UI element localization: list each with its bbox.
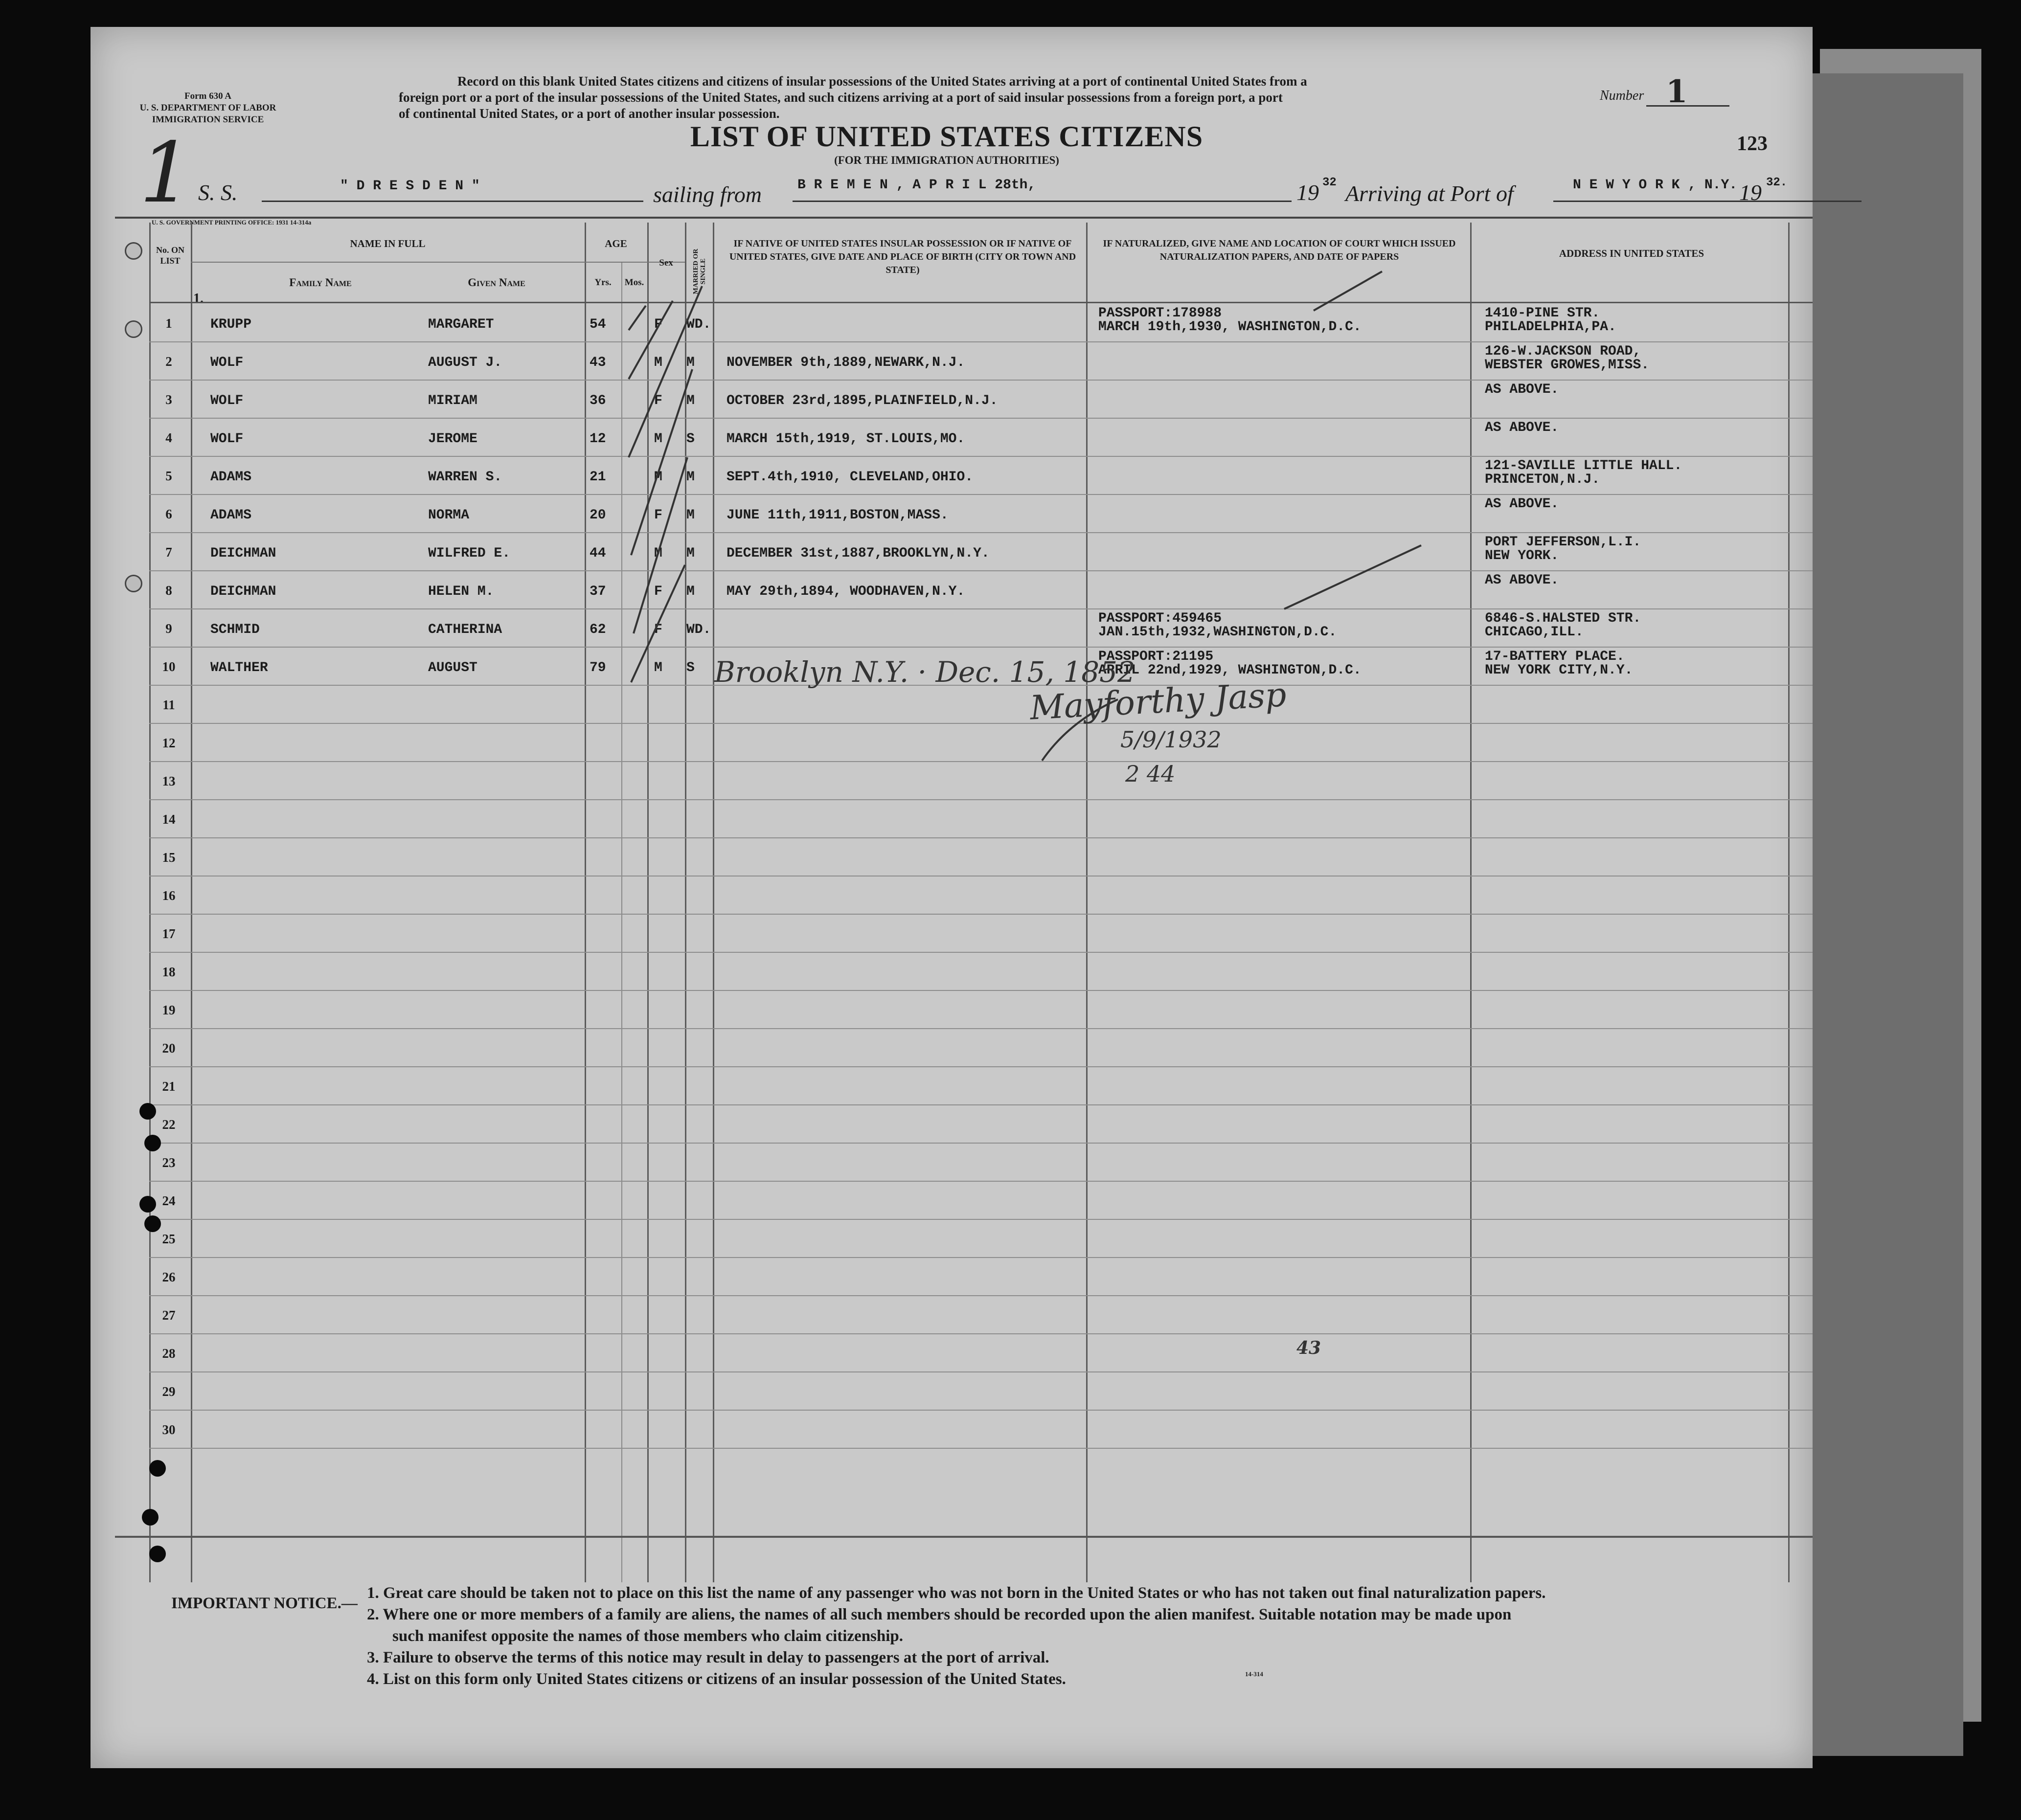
family-name-cell: ADAMS <box>210 508 252 523</box>
birth-cell: MAY 29th,1894, WOODHAVEN,N.Y. <box>727 584 965 599</box>
header-family-name: Family Name <box>289 276 352 289</box>
sex-cell: F <box>654 584 662 599</box>
handwritten-mark: 43 <box>1296 1338 1321 1358</box>
birth-cell: MARCH 15th,1919, ST.LOUIS,MO. <box>727 431 965 447</box>
header-no-on-list: No. ON LIST <box>156 245 184 266</box>
address-line1: AS ABOVE. <box>1485 382 1559 397</box>
arrive-year: 32. <box>1766 176 1788 189</box>
record-note-line: of continental United States, or a port of another insular possession. <box>399 106 780 121</box>
address-line2: WEBSTER GROWES,MISS. <box>1485 358 1650 373</box>
row-number: 14 <box>162 812 176 827</box>
row-number: 7 <box>165 545 172 560</box>
row-number: 9 <box>165 621 172 636</box>
row-number: 24 <box>162 1193 176 1208</box>
header-given-name: Given Name <box>468 276 525 289</box>
family-name-cell: WOLF <box>210 431 244 447</box>
punch-hole <box>144 1135 161 1151</box>
tick-stroke <box>631 369 692 555</box>
record-note-line: foreign port or a port of the insular possessions of the United States, and such citizens arriving at a port of said insular possessions from a foreign port, a port <box>399 90 1283 105</box>
row-number: 19 <box>162 1003 176 1017</box>
address-line1: 1410-PINE STR. <box>1485 306 1600 321</box>
given-name-cell: MARGARET <box>428 317 494 332</box>
handwritten-code: 2 44 <box>1125 761 1176 787</box>
header-name-in-full: NAME IN FULL <box>350 238 426 249</box>
arriving-label: Arriving at Port of <box>1345 181 1514 206</box>
row-number: 6 <box>165 507 172 521</box>
row-number: 15 <box>162 850 176 865</box>
row-number: 17 <box>162 926 176 941</box>
family-name-cell: WOLF <box>210 393 244 408</box>
address-line1: 6846-S.HALSTED STR. <box>1485 611 1641 626</box>
header-yrs: Yrs. <box>594 277 612 288</box>
address-line2: CHICAGO,ILL. <box>1485 625 1584 640</box>
marital-cell: S <box>686 660 695 675</box>
notice-item: 3. Failure to observe the terms of this notice may result in delay to passengers at the port of arrival. <box>367 1649 1049 1666</box>
notice-item: 2. Where one or more members of a family are aliens, the names of all such members should be recorded upon the alien manifest. Suitable notation may be made upon <box>367 1606 1512 1623</box>
address-line1: AS ABOVE. <box>1485 573 1559 588</box>
background-sheet-edge <box>1800 73 1963 1756</box>
form-id-text: Form 630 A <box>184 91 232 101</box>
age-cell: 20 <box>590 508 606 523</box>
row-number: 13 <box>162 774 176 788</box>
address-line2: PHILADELPHIA,PA. <box>1485 319 1616 335</box>
family-name-cell: WOLF <box>210 355 244 370</box>
given-name-cell: MIRIAM <box>428 393 477 408</box>
punch-hole <box>139 1103 156 1120</box>
row-number: 2 <box>165 354 172 369</box>
page-number: 123 <box>1737 133 1768 155</box>
given-name-cell: HELEN M. <box>428 584 494 599</box>
naturalization-line1: PASSPORT:178988 <box>1098 306 1222 321</box>
marital-cell: M <box>686 546 695 561</box>
handwritten-birth: Brooklyn N.Y. · Dec. 15, 1852 <box>714 655 1135 689</box>
sex-cell: M <box>654 470 662 485</box>
age-cell: 36 <box>590 393 606 408</box>
age-cell: 37 <box>590 584 606 599</box>
origin: B R E M E N , A P R I L 28th, <box>797 178 1036 193</box>
year-prefix: 19 <box>1296 180 1319 205</box>
naturalization-line1: PASSPORT:21195 <box>1098 649 1214 664</box>
punch-hole <box>149 1546 166 1562</box>
row-number: 25 <box>162 1232 176 1246</box>
age-cell: 79 <box>590 660 606 675</box>
notice-list <box>367 1582 1786 1690</box>
notice-item: such manifest opposite the names of those members who claim citizenship. <box>392 1627 904 1645</box>
naturalization-line1: PASSPORT:459465 <box>1098 611 1222 626</box>
family-name-cell: DEICHMAN <box>210 584 276 599</box>
arrive-year-prefix: 19 <box>1739 180 1762 205</box>
notice-label: IMPORTANT NOTICE.— <box>171 1595 358 1612</box>
given-name-cell: WILFRED E. <box>428 546 511 561</box>
given-name-cell: JEROME <box>428 431 477 447</box>
sailing-label: sailing from <box>653 182 762 207</box>
row-number: 12 <box>162 736 176 750</box>
tick-stroke <box>1042 699 1118 761</box>
address-line1: 126-W.JACKSON ROAD, <box>1485 344 1641 359</box>
header-married-single: MARRIED OR SINGLE <box>692 248 707 294</box>
given-name-cell: AUGUST <box>428 660 477 675</box>
sex-cell: M <box>654 355 662 370</box>
row-number: 5 <box>165 469 172 483</box>
sex-cell: M <box>654 546 662 561</box>
printer-code: 14-314 <box>1245 1670 1263 1678</box>
given-name-cell: AUGUST J. <box>428 355 502 370</box>
row-number: 23 <box>162 1155 176 1170</box>
address-line1: AS ABOVE. <box>1485 496 1559 512</box>
notice-divider <box>115 1536 1813 1538</box>
row-number: 27 <box>162 1308 176 1323</box>
marital-cell: M <box>686 584 695 599</box>
marital-cell: WD. <box>686 317 711 332</box>
naturalization-line2: MARCH 19th,1930, WASHINGTON,D.C. <box>1098 319 1362 335</box>
ss-label: S. S. <box>198 180 238 205</box>
given-name-cell: NORMA <box>428 508 470 523</box>
header-birth: IF NATIVE OF UNITED STATES INSULAR POSSESSION OR IF NATIVE OF UNITED STATES, GIVE DATE AND PLACE OF BIRTH (CITY OR TOWN AND STATE) <box>729 238 1076 275</box>
row-number: 28 <box>162 1346 176 1361</box>
birth-cell: SEPT.4th,1910, CLEVELAND,OHIO. <box>727 470 974 485</box>
address-line1: AS ABOVE. <box>1485 420 1559 435</box>
header-naturalized: IF NATURALIZED, GIVE NAME AND LOCATION OF COURT WHICH ISSUED NATURALIZATION PAPERS, AND DATE OF PAPERS <box>1103 238 1456 262</box>
punch-hole <box>125 242 142 260</box>
punch-hole <box>149 1460 166 1477</box>
family-name-cell: SCHMID <box>210 622 260 637</box>
sex-cell: F <box>654 317 662 332</box>
number-value: 1 <box>1666 73 1688 110</box>
sex-cell: F <box>654 508 662 523</box>
row-number: 11 <box>162 697 175 712</box>
handwritten-strokes <box>91 27 1813 1768</box>
age-cell: 12 <box>590 431 606 447</box>
form-subtitle: (FOR THE IMMIGRATION AUTHORITIES) <box>834 154 1059 166</box>
row-number: 30 <box>162 1422 176 1437</box>
age-cell: 43 <box>590 355 606 370</box>
birth-cell: DECEMBER 31st,1887,BROOKLYN,N.Y. <box>727 546 990 561</box>
depart-year: 32 <box>1322 176 1337 189</box>
record-note-line: Record on this blank United States citizens and citizens of insular possessions of the United States arriving at a port of continental United States from a <box>457 74 1307 89</box>
sex-cell: F <box>654 393 662 408</box>
ship-name: " D R E S D E N " <box>340 179 480 194</box>
row-number: 29 <box>162 1384 176 1399</box>
manifest-form <box>91 27 1813 1768</box>
handwritten-date: 5/9/1932 <box>1120 726 1222 753</box>
tick-stroke <box>634 457 687 633</box>
row-number: 10 <box>162 659 176 674</box>
department-text: U. S. DEPARTMENT OF LABOR <box>139 103 276 113</box>
age-cell: 21 <box>590 470 606 485</box>
arrival-port: N E W Y O R K , N.Y. <box>1573 178 1738 193</box>
age-cell: 54 <box>590 317 606 332</box>
row-number: 18 <box>162 965 176 979</box>
sex-cell: M <box>654 660 662 675</box>
row-number: 16 <box>162 888 176 903</box>
marital-cell: M <box>686 508 695 523</box>
address-line1: PORT JEFFERSON,L.I. <box>1485 535 1641 550</box>
birth-cell: JUNE 11th,1911,BOSTON,MASS. <box>727 508 949 523</box>
punch-hole <box>125 320 142 338</box>
family-name-cell: KRUPP <box>210 317 252 332</box>
punch-hole <box>139 1196 156 1213</box>
sex-cell: F <box>654 622 662 637</box>
header-age: AGE <box>605 238 627 249</box>
given-name-cell: WARREN S. <box>428 470 502 485</box>
birth-cell: NOVEMBER 9th,1889,NEWARK,N.J. <box>727 355 965 370</box>
header-sex: Sex <box>659 258 673 268</box>
marital-cell: M <box>686 355 695 370</box>
naturalization-line2: JAN.15th,1932,WASHINGTON,D.C. <box>1098 625 1337 640</box>
handwritten-signature: Mayforthy Jasp <box>1029 675 1288 728</box>
handwritten-sheet-number: 1 <box>139 125 193 222</box>
address-line1: 121-SAVILLE LITTLE HALL. <box>1485 458 1682 473</box>
header-mos: Mos. <box>624 277 644 288</box>
marital-cell: M <box>686 393 695 408</box>
tick-stroke <box>1284 545 1421 609</box>
address-line2: NEW YORK. <box>1485 548 1559 563</box>
birth-cell: OCTOBER 23rd,1895,PLAINFIELD,N.J. <box>727 393 998 408</box>
number-label: Number <box>1600 88 1644 103</box>
punch-hole <box>125 575 142 592</box>
age-cell: 62 <box>590 622 606 637</box>
marital-cell: S <box>686 431 695 447</box>
tick-stroke <box>629 301 673 379</box>
sex-cell: M <box>654 431 662 447</box>
printer-line: U. S. GOVERNMENT PRINTING OFFICE: 1931 14-314a <box>152 219 312 226</box>
address-line1: 17-BATTERY PLACE. <box>1485 649 1625 664</box>
row-number: 3 <box>165 392 172 407</box>
header-address: ADDRESS IN UNITED STATES <box>1559 247 1704 259</box>
given-name-cell: CATHERINA <box>428 622 502 637</box>
family-name-cell: ADAMS <box>210 470 252 485</box>
marital-cell: WD. <box>686 622 711 637</box>
address-line2: PRINCETON,N.J. <box>1485 472 1600 487</box>
row-number: 26 <box>162 1270 176 1284</box>
service-text: IMMIGRATION SERVICE <box>152 114 264 125</box>
naturalization-line2: APRIL 22nd,1929, WASHINGTON,D.C. <box>1098 663 1362 678</box>
form-title: LIST OF UNITED STATES CITIZENS <box>690 120 1204 153</box>
age-cell: 44 <box>590 546 606 561</box>
row-number: 1 <box>165 316 172 331</box>
family-name-cell: DEICHMAN <box>210 546 276 561</box>
row-number: 4 <box>165 430 172 445</box>
first-line-mark: 1. <box>193 291 204 306</box>
row-number: 21 <box>162 1079 176 1094</box>
family-name-cell: WALTHER <box>210 660 268 675</box>
tick-stroke <box>1314 271 1382 311</box>
row-number: 8 <box>165 583 172 598</box>
row-number: 22 <box>162 1117 176 1132</box>
marital-cell: M <box>686 470 695 485</box>
notice-item: 4. List on this form only United States citizens or citizens of an insular possession of the United States. <box>367 1670 1066 1688</box>
row-number: 20 <box>162 1041 176 1056</box>
tick-stroke <box>629 306 646 330</box>
address-line2: NEW YORK CITY,N.Y. <box>1485 663 1633 678</box>
punch-hole <box>142 1509 159 1526</box>
notice-item: 1. Great care should be taken not to place on this list the name of any passenger who was not born in the United States or who has not taken out final naturalization papers. <box>367 1584 1546 1602</box>
punch-hole <box>144 1215 161 1232</box>
tick-stroke <box>631 565 685 682</box>
